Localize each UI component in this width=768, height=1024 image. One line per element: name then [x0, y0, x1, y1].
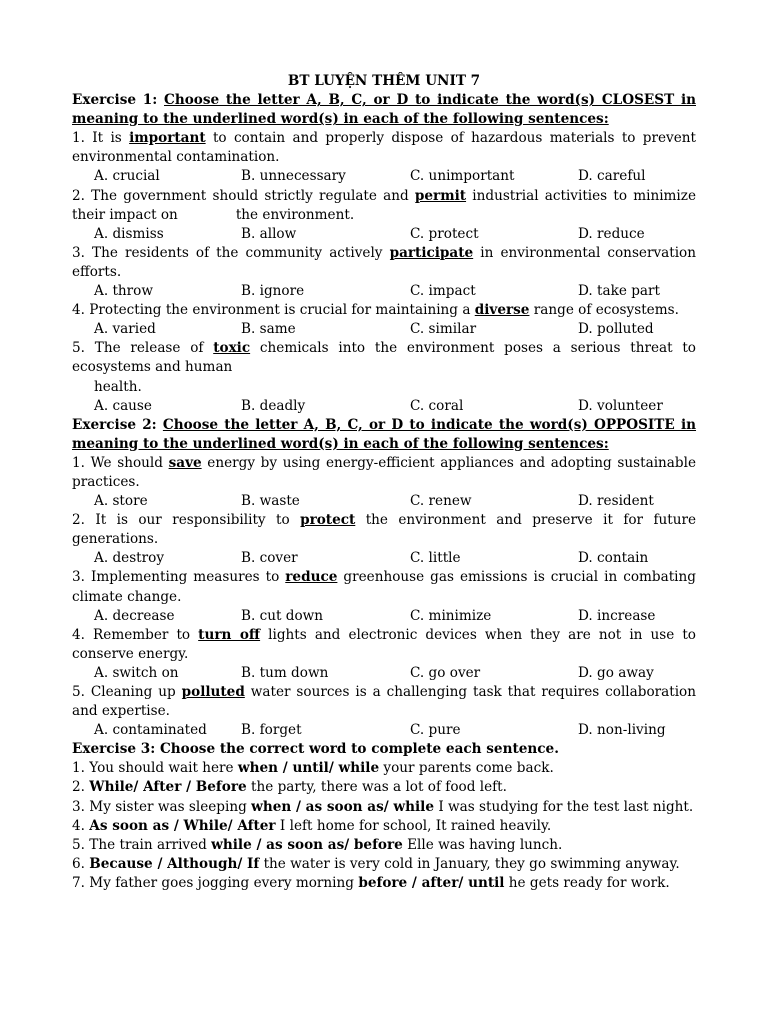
sentence-text: I was studying for the test last night.: [434, 798, 694, 815]
ex2-question-1: [72, 454, 696, 492]
option-b: B. allow: [241, 225, 297, 242]
ex1-question-1: [72, 129, 696, 167]
ex2-options-1: [72, 492, 696, 511]
sentence-text: he gets ready for work.: [504, 874, 670, 891]
option-d: D. careful: [578, 168, 646, 185]
ex1-question-4: [72, 301, 696, 320]
sentence-text: I left home for school, It rained heavily.: [275, 817, 552, 834]
option-a: A. varied: [94, 321, 156, 338]
ex2-question-5: [72, 683, 696, 721]
underlined-word: toxic: [213, 340, 251, 357]
option-c: C. protect: [410, 225, 479, 242]
question-text: industrial activities to minimize their impact on: [72, 187, 696, 223]
option-b: B. cut down: [241, 607, 324, 624]
option-d: D. increase: [578, 607, 656, 624]
sentence-text: 1. You should wait here: [72, 760, 238, 777]
ex2-options-5: [72, 721, 696, 740]
question-text: 3. The residents of the community actively: [72, 244, 390, 261]
underlined-word: protect: [300, 512, 356, 529]
question-text: range of ecosystems.: [529, 302, 679, 319]
ex2-question-3: [72, 568, 696, 606]
ex1-options-1: [72, 167, 696, 186]
underlined-word: participate: [389, 244, 474, 261]
question-text: in environmental conservation efforts.: [72, 244, 696, 280]
option-b: B. ignore: [241, 283, 305, 300]
option-d: D. take part: [578, 283, 660, 300]
option-a: A. throw: [94, 283, 153, 300]
exercise-2-label: Exercise 2:: [72, 416, 157, 433]
option-d: D. resident: [578, 493, 654, 510]
option-a: A. switch on: [94, 664, 179, 681]
option-a: A. store: [94, 493, 148, 510]
question-text: greenhouse gas emissions is crucial in combating climate change.: [72, 569, 696, 605]
option-c: C. impact: [410, 283, 476, 300]
sentence-text: the party, there was a lot of food left.: [246, 779, 507, 796]
option-b: B. same: [241, 321, 296, 338]
ex3-sentence-7: [72, 874, 696, 893]
ex2-question-4: [72, 626, 696, 664]
word-choices: before / after/ until: [358, 874, 505, 891]
question-text: to contain and properly dispose of hazardous materials to prevent environmental contamination.: [72, 130, 696, 166]
ex3-sentence-1: [72, 759, 696, 778]
option-d: D. go away: [578, 664, 654, 681]
worksheet-page: [72, 72, 696, 893]
sentence-text: 7. My father goes jogging every morning: [72, 874, 359, 891]
option-a: A. cause: [94, 397, 152, 414]
ex1-options-4: [72, 320, 696, 339]
ex3-sentence-2: [72, 778, 696, 797]
question-text: lights and electronic devices when they are not in use to conserve energy.: [72, 626, 696, 662]
sentence-text: 2.: [72, 779, 90, 796]
underlined-word: reduce: [285, 569, 338, 586]
sentence-text: 6.: [72, 855, 90, 872]
ex2-options-2: [72, 549, 696, 568]
question-text: the environment and preserve it for future generations.: [72, 512, 696, 548]
exercise-3-heading: Exercise 3: Choose the correct word to complete each sentence.: [72, 741, 559, 758]
ex1-options-2: [72, 225, 696, 244]
option-a: A. decrease: [94, 607, 175, 624]
exercise-2-heading: [72, 416, 696, 454]
question-text: 4. Remember to: [72, 626, 199, 643]
question-text: 2. The government should strictly regulate and: [72, 187, 415, 204]
option-c: C. go over: [410, 664, 481, 681]
option-c: C. coral: [410, 397, 464, 414]
question-text: energy by using energy-efficient appliances and adopting sustainable practices.: [72, 454, 697, 490]
sentence-text: the water is very cold in January, they go swimming anyway.: [259, 855, 680, 872]
option-b: B. waste: [241, 493, 300, 510]
question-text: 4. Protecting the environment is crucial for maintaining a: [72, 302, 475, 319]
question-continuation: health.: [94, 378, 142, 395]
ex3-sentence-4: [72, 817, 696, 836]
question-text: chemicals into the environment poses a serious threat to ecosystems and human: [72, 340, 696, 376]
exercise-1-label: Exercise 1:: [72, 92, 158, 109]
option-c: C. pure: [410, 722, 461, 739]
sentence-text: 3. My sister was sleeping: [72, 798, 252, 815]
question-text: 5. The release of: [72, 340, 214, 357]
ex2-options-3: [72, 607, 696, 626]
underlined-word: polluted: [181, 684, 245, 700]
option-d: D. contain: [578, 550, 649, 567]
sentence-text: 4.: [72, 817, 90, 834]
option-b: B. tum down: [241, 664, 329, 681]
option-a: A. dismiss: [94, 225, 164, 242]
ex1-options-5: [72, 397, 696, 416]
option-c: C. similar: [410, 321, 477, 338]
exercise-1-instruction: Choose the letter A, B, C, or D to indicate the word(s) CLOSEST in meaning to the underlined word(s) in each of the following sentences:: [72, 92, 696, 128]
question-text: 1. It is: [72, 130, 130, 147]
option-c: C. minimize: [410, 607, 492, 624]
word-choices: While/ After / Before: [89, 779, 247, 796]
underlined-word: turn off: [198, 626, 261, 643]
page-title: BT LUYỆN THÊM UNIT 7: [287, 73, 481, 89]
question-text: water sources is a challenging task that requires collaboration and expertise.: [72, 684, 696, 720]
exercise-2-instruction: Choose the letter A, B, C, or D to indicate the word(s) OPPOSITE in meaning to the underlined word(s) in each of the following sentences:: [72, 416, 697, 452]
option-b: B. cover: [241, 550, 298, 567]
word-choices: while / as soon as/ before: [211, 836, 403, 853]
underlined-word: important: [129, 130, 206, 147]
option-b: B. deadly: [241, 397, 306, 414]
ex3-sentence-6: [72, 855, 696, 874]
underlined-word: permit: [414, 187, 467, 204]
option-d: D. non-living: [578, 722, 666, 739]
ex3-sentence-3: [72, 798, 696, 817]
option-b: B. unnecessary: [241, 168, 346, 185]
word-choices: when / as soon as/ while: [251, 798, 434, 815]
option-c: C. little: [410, 550, 461, 567]
ex1-question-2: [72, 187, 696, 225]
word-choices: Because / Although/ If: [89, 855, 260, 872]
exercise-1-heading: [72, 91, 696, 129]
sentence-text: your parents come back.: [379, 760, 554, 777]
underlined-word: diverse: [474, 302, 530, 319]
question-text: 1. We should: [72, 454, 169, 471]
ex2-options-4: [72, 664, 696, 683]
ex2-question-2: [72, 511, 696, 549]
ex1-question-5: [72, 339, 696, 377]
ex1-options-3: [72, 282, 696, 301]
option-d: D. reduce: [578, 225, 645, 242]
ex1-question-3: [72, 244, 696, 282]
option-c: C. renew: [410, 493, 472, 510]
option-d: D. volunteer: [578, 397, 663, 414]
option-b: B. forget: [241, 722, 302, 739]
sentence-text: 5. The train arrived: [72, 836, 212, 853]
question-text: the environment.: [235, 206, 355, 223]
question-text: 3. Implementing measures to: [72, 569, 286, 586]
option-d: D. polluted: [578, 321, 654, 338]
option-a: A. crucial: [94, 168, 160, 185]
question-text: 2. It is our responsibility to: [72, 512, 301, 529]
ex3-sentence-5: [72, 836, 696, 855]
sentence-text: Elle was having lunch.: [402, 836, 563, 853]
word-choices: As soon as / While/ After: [89, 817, 276, 834]
option-a: A. destroy: [94, 550, 165, 567]
word-choices: when / until/ while: [237, 760, 380, 777]
question-text: 5. Cleaning up: [72, 684, 182, 700]
underlined-word: save: [168, 454, 202, 471]
option-c: C. unimportant: [410, 168, 515, 185]
option-a: A. contaminated: [94, 722, 207, 739]
